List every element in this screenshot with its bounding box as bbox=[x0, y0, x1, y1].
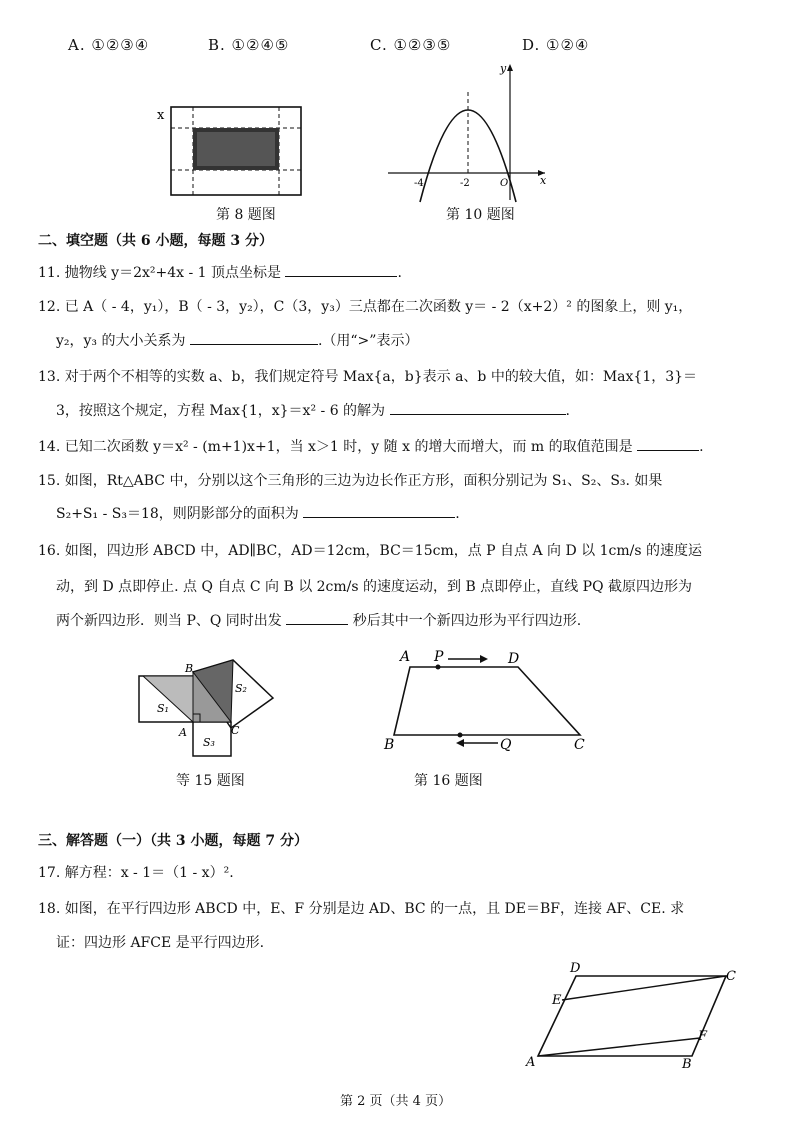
fig16-label-d: D bbox=[508, 651, 520, 667]
q15-line1: 15. 如图，Rt△ABC 中，分别以这个三角形的三边为边长作正方形，面积分别记为 S₁、S₂、S₃. 如果 bbox=[38, 473, 663, 489]
q13-line2-text: 3，按照这个规定，方程 Max{1，x}＝x² - 6 的解为 bbox=[56, 403, 386, 419]
q16-line2: 动，到 D 点即停止. 点 Q 自点 C 向 B 以 2cm/s 的速度运动，到 B 点即停止，直线 PQ 截原四边形为 bbox=[56, 579, 693, 595]
q12-line2-text: y₂，y₃ 的大小关系为 bbox=[56, 333, 186, 349]
fig16-label-q: Q bbox=[500, 737, 512, 753]
q13-line2 bbox=[56, 400, 570, 420]
fig10-graph bbox=[380, 60, 555, 205]
fig16-arrow-q bbox=[456, 739, 464, 747]
fig15-label-s1: S₁ bbox=[157, 702, 169, 715]
option-c: C. ①②③⑤ bbox=[370, 36, 452, 54]
fig16-diagram bbox=[380, 645, 590, 760]
fig8-caption: 第 8 题图 bbox=[216, 207, 276, 223]
fig18-abcd bbox=[538, 976, 726, 1056]
q15-end: . bbox=[455, 506, 460, 522]
q18-line2: 证：四边形 AFCE 是平行四边形. bbox=[56, 935, 265, 951]
q15-line2-text: S₂+S₁ - S₃＝18，则阴影部分的面积为 bbox=[56, 506, 299, 522]
fig10-origin: O bbox=[500, 178, 509, 189]
option-a: A. ①②③④ bbox=[68, 36, 150, 54]
fig15-label-s2: S₂ bbox=[235, 682, 247, 695]
fig18-label-d: D bbox=[570, 961, 581, 976]
q11 bbox=[38, 262, 402, 282]
q11-answer-blank bbox=[285, 262, 397, 277]
fig8-mark: x bbox=[157, 108, 165, 123]
fig10-x-label: x bbox=[540, 174, 547, 187]
fig15-label-b: B bbox=[185, 662, 194, 675]
fig16-arrow-p bbox=[480, 655, 488, 663]
q12-line2 bbox=[56, 330, 418, 350]
q15-answer-blank bbox=[303, 503, 455, 518]
q18-line1: 18. 如图，在平行四边形 ABCD 中，E、F 分别是边 AD、BC 的一点，且 DE＝BF，连接 AF、CE. 求 bbox=[38, 901, 685, 917]
fig15-shade-left bbox=[143, 676, 193, 722]
q11-text: 11. 抛物线 y＝2x²+4x - 1 顶点坐标是 bbox=[38, 265, 282, 281]
section2-title: 二、填空题（共 6 小题，每题 3 分） bbox=[38, 233, 273, 249]
fig10-caption: 第 10 题图 bbox=[446, 207, 515, 223]
fig10-tick-neg2: -2 bbox=[460, 178, 470, 189]
q13-answer-blank bbox=[390, 400, 566, 415]
q15-line2 bbox=[56, 503, 460, 523]
fig18-segment-af bbox=[538, 1038, 700, 1056]
option-d: D. ①②④ bbox=[522, 36, 590, 54]
fig18-label-c: C bbox=[726, 969, 736, 984]
fig16-label-c: C bbox=[574, 737, 585, 753]
fig15-label-c: C bbox=[231, 724, 240, 737]
q12-line2-end: .（用“>”表示） bbox=[317, 333, 419, 349]
q16-line3-text: 两个新四边形．则当 P、Q 同时出发 bbox=[56, 613, 282, 629]
fig10-tick-neg4: -4 bbox=[414, 178, 424, 189]
q12-answer-blank bbox=[190, 330, 318, 345]
fig16-label-b: B bbox=[384, 737, 395, 753]
q16-line3-end: 秒后其中一个新四边形为平行四边形. bbox=[352, 613, 582, 629]
fig16-point-q bbox=[458, 733, 463, 738]
q16-answer-blank bbox=[286, 610, 348, 625]
fig18-parallelogram bbox=[520, 958, 750, 1073]
fig10-y-label: y bbox=[500, 62, 507, 75]
fig18-label-e: E bbox=[552, 993, 562, 1008]
q14-text: 14. 已知二次函数 y＝x² - (m+1)x+1，当 x＞1 时，y 随 x 的增大而增大，而 m 的取值范围是 bbox=[38, 439, 633, 455]
q13-line1: 13. 对于两个不相等的实数 a、b，我们规定符号 Max{a，b}表示 a、b 中的较大值，如：Max{1，3}＝ bbox=[38, 369, 698, 385]
q13-end: . bbox=[565, 403, 570, 419]
q16-line1: 16. 如图，四边形 ABCD 中，AD∥BC，AD＝12cm，BC＝15cm，点 P 自点 A 向 D 以 1cm/s 的速度运 bbox=[38, 543, 703, 559]
fig18-label-b: B bbox=[682, 1057, 692, 1072]
page-footer: 第 2 页（共 4 页） bbox=[340, 1094, 452, 1109]
fig16-point-p bbox=[436, 665, 441, 670]
fig15-label-s3: S₃ bbox=[203, 736, 215, 749]
q11-end: . bbox=[397, 265, 402, 281]
fig16-caption: 第 16 题图 bbox=[414, 773, 483, 789]
q14-end: . bbox=[699, 439, 704, 455]
q17-text: 17. 解方程：x - 1＝（1 - x）². bbox=[38, 865, 234, 881]
fig15-diagram bbox=[135, 658, 290, 768]
q14-answer-blank bbox=[637, 436, 699, 451]
fig16-trapezoid bbox=[394, 667, 580, 735]
fig15-caption: 等 15 题图 bbox=[176, 773, 245, 789]
fig16-label-p: P bbox=[434, 649, 444, 665]
fig8-diagram bbox=[155, 95, 315, 205]
q14 bbox=[38, 436, 704, 456]
fig18-segment-ce bbox=[562, 976, 726, 1000]
section3-title: 三、解答题（一）（共 3 小题，每题 7 分） bbox=[38, 833, 308, 849]
q12-line1: 12. 已 A（ - 4，y₁），B（ - 3，y₂），C（3，y₃）三点都在二次函数 y＝ - 2（x+2）² 的图象上，则 y₁， bbox=[38, 299, 693, 315]
fig18-label-a: A bbox=[526, 1055, 536, 1070]
q16-line3 bbox=[56, 610, 581, 630]
fig18-label-f: F bbox=[698, 1029, 708, 1044]
option-b: B. ①②④⑤ bbox=[208, 36, 290, 54]
fig16-label-a: A bbox=[400, 649, 411, 665]
fig15-label-a: A bbox=[179, 726, 187, 739]
